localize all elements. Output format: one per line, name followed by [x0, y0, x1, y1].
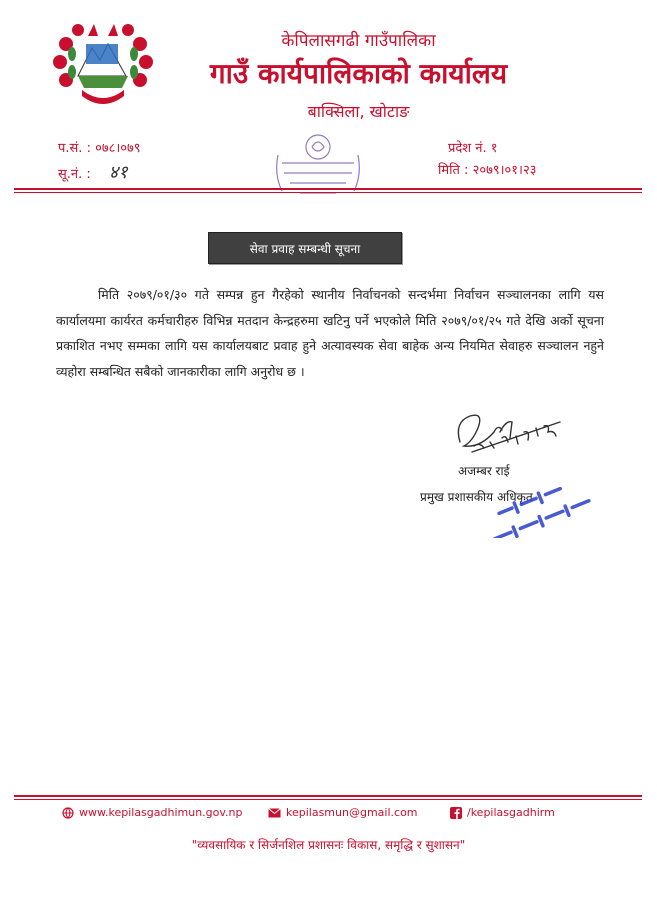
- signature-icon: [450, 402, 580, 462]
- notice-subject: सेवा प्रवाह सम्बन्धी सूचना: [208, 232, 402, 264]
- footer-facebook[interactable]: [450, 806, 555, 819]
- website-text: www.kepilasgadhimun.gov.np: [79, 806, 243, 819]
- office-address: बाक्सिला, खोटाङ: [307, 102, 410, 121]
- dispatch-label: सू.नं. :: [58, 167, 91, 182]
- notice-body: मिति २०७९/०१/३० गते सम्पन्न हुन गैरहेको स्थानीय निर्वाचनको सन्दर्भमा निर्वाचन सञ्चालनका लागि यस कार्यालयमा कार्यरत कर्मचारीहरु विभिन्न मतदान केन्द्रहरुमा खटिनु पर्ने भएकोले मिति २०७९/०१/२५ गते देखि अर्को सूचना प्रकाशित नभए सम्मका लागि यस कार्यालयबाट प्रवाह हुने अत्यावस्यक सेवा बाहेक अन्य नियमित सेवाहरु सञ्चालन नहुने व्यहोरा सम्बन्धित सबैको जानकारीका लागि अनुरोध छ ।: [56, 287, 604, 379]
- footer-email[interactable]: [268, 806, 418, 819]
- province-number: प्रदेश नं. १: [448, 141, 498, 156]
- footer-website[interactable]: [62, 806, 243, 819]
- signer-title: प्रमुख प्रशासकीय अधिकृत: [420, 490, 533, 504]
- facebook-text: /kepilasgadhirm: [467, 806, 555, 819]
- office-title: गाउँ कार्यपालिकाको कार्यालय: [209, 57, 508, 90]
- globe-icon: [62, 807, 74, 819]
- officer-stamp-icon: [478, 468, 598, 538]
- footer-divider: [14, 795, 642, 797]
- issue-date: मिति : २०७९।०१।२३: [438, 163, 537, 178]
- header-divider: [14, 188, 642, 190]
- dispatch-value: ४१: [108, 162, 128, 183]
- mail-icon: [268, 808, 281, 818]
- facebook-icon: [450, 807, 462, 819]
- email-text: kepilasmun@gmail.com: [286, 806, 418, 819]
- footer-divider-thin: [14, 799, 642, 800]
- signer-name: अजम्बर राई: [458, 464, 510, 478]
- header-divider-thin: [14, 192, 642, 193]
- footer-slogan: "व्यवसायिक र सिर्जनशिल प्रशासनः विकास, समृद्धि र सुशासन": [191, 838, 466, 852]
- dispatch-number: [58, 160, 128, 184]
- reference-number: प.सं. : ०७८।०७९: [58, 141, 141, 156]
- municipality-name: केपिलासगढी गाउँपालिका: [281, 31, 436, 51]
